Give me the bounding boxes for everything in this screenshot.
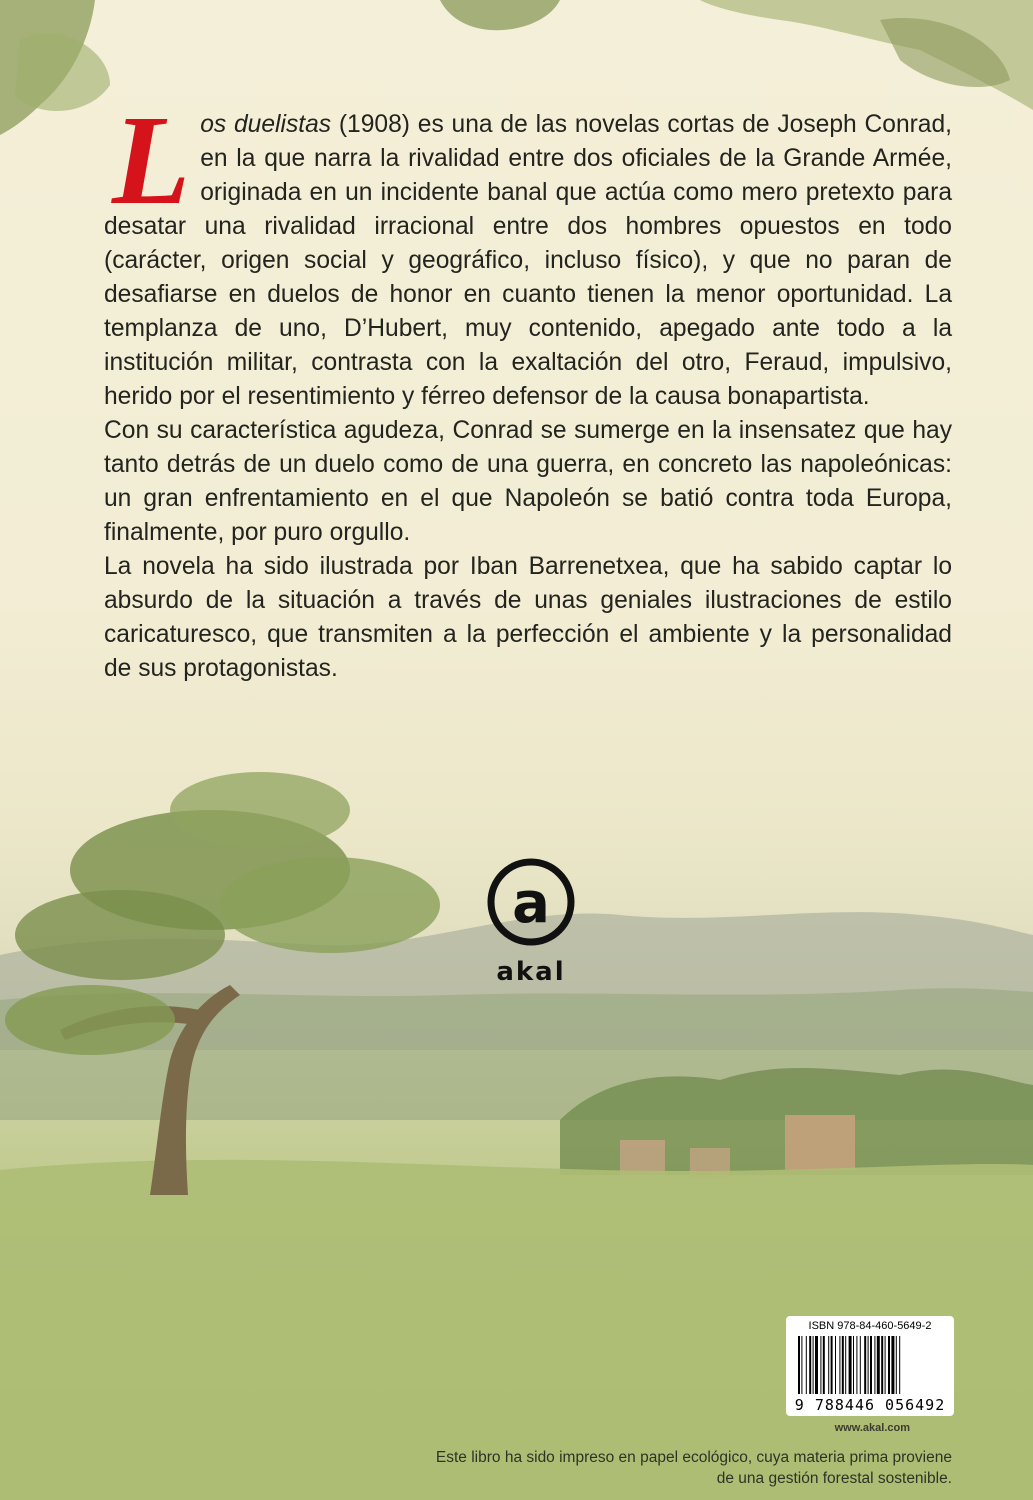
barcode-bar	[870, 1336, 872, 1394]
barcode-bar	[845, 1336, 846, 1394]
barcode-bar	[798, 1336, 800, 1394]
barcode-bar	[813, 1336, 814, 1394]
barcode-bar	[856, 1336, 857, 1394]
blurb-paragraph-1	[104, 89, 952, 414]
barcode-bar	[806, 1336, 807, 1394]
eco-note-line: de una gestión forestal sostenible.	[716, 1470, 952, 1487]
logo-letter: a	[512, 871, 550, 936]
barcode-bar	[828, 1336, 829, 1394]
back-cover-blurb	[104, 89, 952, 686]
tree-canopy	[170, 772, 350, 848]
barcode-bar	[823, 1336, 825, 1394]
drop-cap: L	[112, 89, 191, 231]
barcode-bar	[815, 1336, 818, 1394]
barcode-bar	[874, 1336, 875, 1394]
barcode-bar	[881, 1336, 883, 1394]
tree-canopy	[5, 985, 175, 1055]
barcode	[786, 1316, 954, 1416]
barcode-bar	[809, 1336, 811, 1394]
publisher-website: www.akal.com	[834, 1422, 910, 1434]
barcode-bar	[899, 1336, 900, 1394]
barcode-bar	[891, 1336, 894, 1394]
barcode-digits: 9 788446 056492	[794, 1396, 946, 1414]
farmhouse	[620, 1140, 665, 1175]
barcode-bar	[888, 1336, 890, 1394]
farmhouse	[785, 1115, 855, 1170]
blurb-text: (1908) es una de las novelas cortas de Joseph Conrad, en la que narra la rivalidad entre dos oficiales de la Grande Armée, originada en un incidente banal que actúa como mero pretexto para desatar una rivalidad irracional entre dos hombres opuestos en todo (carácter, origen social y geográfico, incluso físico), y que no paran de desafiarse en duelos de honor en cuanto tienen la menor oportunidad. La templanza de uno, D’Hubert, muy contenido, apegado ante todo a la institución militar, contrasta con la exaltación del otro, Feraud, impulsivo, herido por el resentimiento y férreo defensor de la causa bonapartista.	[104, 111, 952, 410]
barcode-bar	[896, 1336, 897, 1394]
logo-wordmark: akal	[496, 957, 566, 987]
eco-note-line: Este libro ha sido impreso en papel ecológico, cuya materia prima proviene	[435, 1449, 952, 1466]
barcode-bar	[868, 1336, 869, 1394]
barcode-bar	[849, 1336, 852, 1394]
tree-canopy	[220, 857, 440, 953]
blurb-paragraph-2: Con su característica agudeza, Conrad se sumerge en la insensatez que hay tanto detrás de un duelo como de una guerra, en concreto las napoleónicas: un gran enfrentamiento en el que Napoleón se batió contra toda Europa, finalmente, por puro orgullo.	[104, 417, 952, 546]
barcode-bar	[864, 1336, 866, 1394]
leaves-top-center	[440, 0, 560, 30]
barcode-bars	[796, 1336, 944, 1396]
book-title-italic: os duelistas	[200, 111, 332, 138]
blurb-paragraph-3: La novela ha sido ilustrada por Iban Barrenetxea, que ha sabido captar lo absurdo de la situación a través de unas geniales ilustraciones de estilo caricaturesco, que transmiten a la perfección el ambiente y la personalidad de sus protagonistas.	[104, 553, 952, 682]
barcode-bar	[835, 1336, 836, 1394]
barcode-bar	[801, 1336, 802, 1394]
barcode-bar	[831, 1336, 833, 1394]
barcode-bar	[839, 1336, 840, 1394]
barcode-bar	[877, 1336, 880, 1394]
akal-logo	[483, 858, 579, 988]
barcode-bar	[820, 1336, 821, 1394]
barcode-bar	[842, 1336, 844, 1394]
leaves-top-left	[15, 34, 110, 111]
eco-paper-note	[350, 1447, 952, 1489]
barcode-bar	[853, 1336, 854, 1394]
barcode-bar	[885, 1336, 886, 1394]
barcode-bar	[860, 1336, 861, 1394]
tree-canopy	[15, 890, 225, 980]
isbn-label: ISBN 978-84-460-5649-2	[808, 1320, 932, 1332]
